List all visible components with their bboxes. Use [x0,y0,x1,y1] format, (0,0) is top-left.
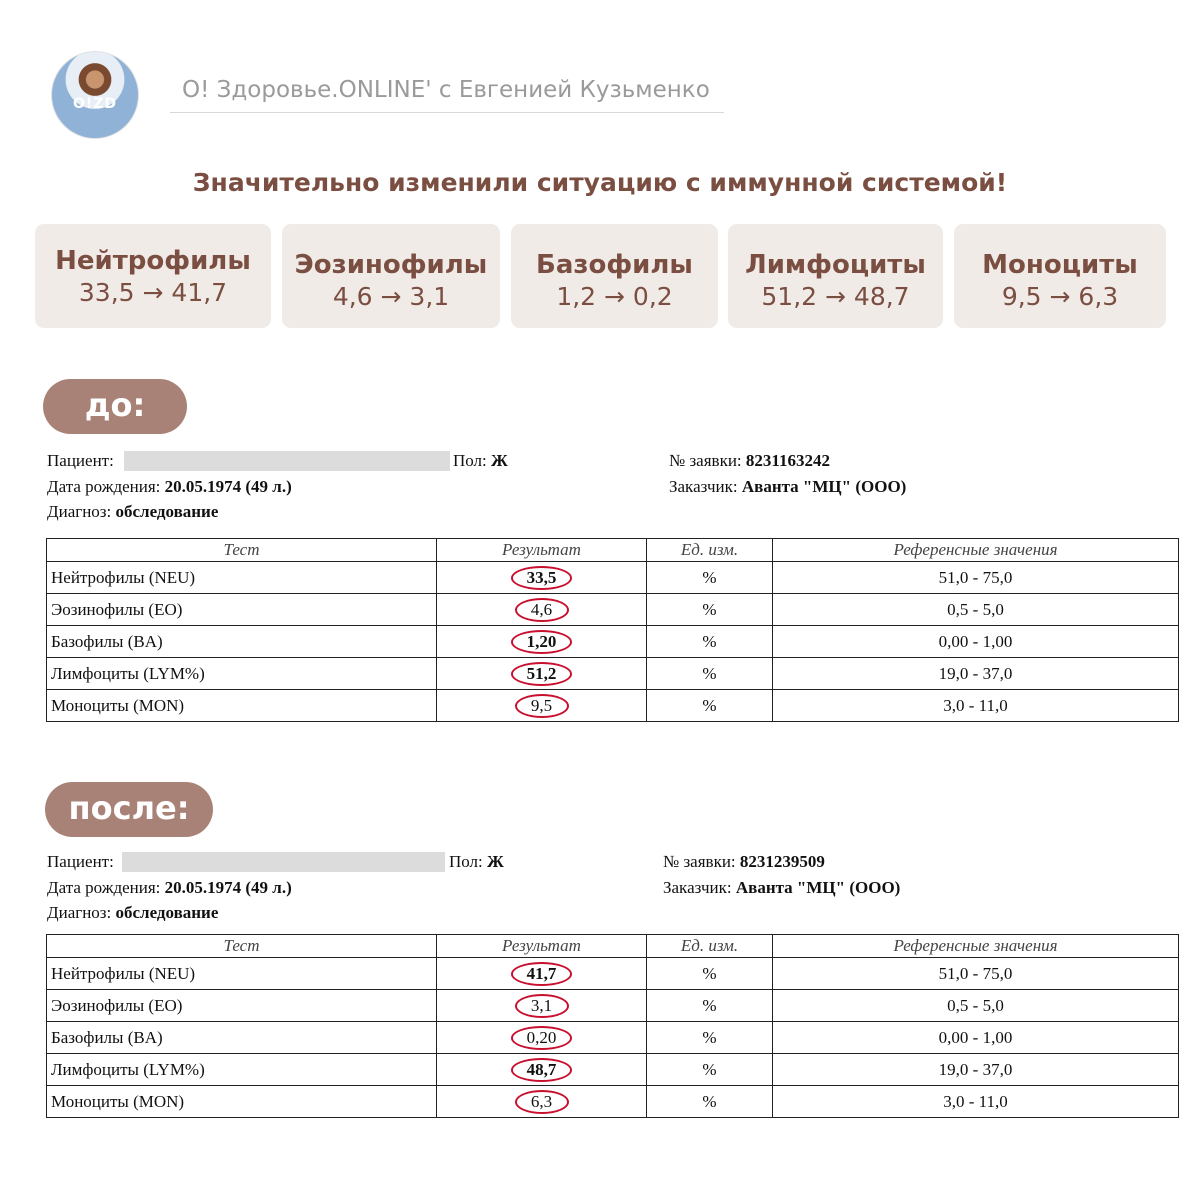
result-value: 1,20 [511,630,573,654]
channel-name: О! Здоровье.ONLINE' с Евгенией Кузьменко [182,77,710,103]
dob-value: 20.05.1974 (49 л.) [164,477,292,496]
reference-range: 51,0 - 75,0 [773,562,1179,594]
diagnosis-label: Диагноз: [47,502,112,521]
test-name: Эозинофилы (EO) [47,594,437,626]
card-neutrophils [35,224,271,328]
unit: % [647,1086,773,1118]
sex-label: Пол: [453,451,487,470]
unit: % [647,594,773,626]
table-row [47,658,1179,690]
reference-range: 0,5 - 5,0 [773,990,1179,1022]
card-title: Моноциты [982,250,1138,280]
card-value: 9,5 → 6,3 [1001,282,1119,311]
reference-range: 0,00 - 1,00 [773,1022,1179,1054]
table-header-row [47,539,1179,562]
diagnosis-label: Диагноз: [47,903,112,922]
customer-label: Заказчик: [663,878,732,897]
diagnosis-line [47,502,218,522]
column-header: Референсные значения [773,539,1179,562]
card-value: 1,2 → 0,2 [556,282,673,311]
test-name: Базофилы (BA) [47,626,437,658]
card-title: Лимфоциты [745,250,926,280]
card-value: 4,6 → 3,1 [332,282,450,311]
result-value: 48,7 [511,1058,573,1082]
diagnosis-line [47,903,218,923]
result-value: 51,2 [511,662,573,686]
redacted-name [122,852,445,872]
table-row [47,626,1179,658]
after-pill: после: [45,782,213,837]
test-name: Нейтрофилы (NEU) [47,958,437,990]
card-basophils [511,224,718,328]
sex-line [449,852,504,872]
dob-label: Дата рождения: [47,477,161,496]
result-value: 33,5 [511,566,573,590]
table-row [47,990,1179,1022]
result-value: 3,1 [515,994,569,1018]
avatar[interactable] [51,51,139,139]
table-row [47,594,1179,626]
dob-line [47,878,292,898]
order-label: № заявки: [663,852,736,871]
table-row [47,690,1179,722]
reference-range: 0,5 - 5,0 [773,594,1179,626]
column-header: Результат [437,539,647,562]
test-name: Моноциты (MON) [47,1086,437,1118]
sex-value: Ж [487,852,504,871]
patient-line [47,852,114,872]
card-value: 33,5 → 41,7 [78,278,228,307]
column-header: Референсные значения [773,935,1179,958]
table-row [47,1022,1179,1054]
customer-value: Аванта "МЦ" (ООО) [741,477,907,496]
dob-value: 20.05.1974 (49 л.) [164,878,292,897]
unit: % [647,958,773,990]
card-eosinophils [282,224,500,328]
order-line [669,451,830,471]
unit: % [647,990,773,1022]
result-value: 41,7 [511,962,573,986]
column-header: Тест [47,935,437,958]
table-row [47,1054,1179,1086]
order-value: 8231239509 [739,852,825,871]
unit: % [647,1022,773,1054]
unit: % [647,626,773,658]
sex-value: Ж [491,451,508,470]
customer-line [669,477,906,497]
reference-range: 0,00 - 1,00 [773,626,1179,658]
result-value: 4,6 [515,598,569,622]
card-title: Нейтрофилы [55,246,251,276]
reference-range: 51,0 - 75,0 [773,958,1179,990]
sex-line [453,451,508,471]
page-title: Значительно изменили ситуацию с иммунной системой! [192,168,1008,197]
customer-line [663,878,900,898]
reference-range: 3,0 - 11,0 [773,690,1179,722]
column-header: Ед. изм. [647,539,773,562]
result-value: 0,20 [511,1026,573,1050]
dob-line [47,477,292,497]
diagnosis-value: обследование [115,903,219,922]
order-value: 8231163242 [745,451,830,470]
test-name: Лимфоциты (LYM%) [47,658,437,690]
test-name: Эозинофилы (EO) [47,990,437,1022]
table-row [47,958,1179,990]
diagnosis-value: обследование [115,502,219,521]
customer-value: Аванта "МЦ" (ООО) [735,878,901,897]
reference-range: 3,0 - 11,0 [773,1086,1179,1118]
before-results-table [46,538,1179,722]
before-pill: до: [43,379,187,434]
sex-label: Пол: [449,852,483,871]
customer-label: Заказчик: [669,477,738,496]
redacted-name [124,451,450,471]
patient-label: Пациент: [47,852,114,871]
test-name: Моноциты (MON) [47,690,437,722]
test-name: Базофилы (BA) [47,1022,437,1054]
result-value: 6,3 [515,1090,569,1114]
table-row [47,562,1179,594]
reference-range: 19,0 - 37,0 [773,1054,1179,1086]
dob-label: Дата рождения: [47,878,161,897]
column-header: Результат [437,935,647,958]
avatar-logo: O!ZD [72,96,118,112]
order-label: № заявки: [669,451,742,470]
test-name: Нейтрофилы (NEU) [47,562,437,594]
test-name: Лимфоциты (LYM%) [47,1054,437,1086]
unit: % [647,1054,773,1086]
card-title: Эозинофилы [294,250,488,280]
column-header: Тест [47,539,437,562]
unit: % [647,562,773,594]
reference-range: 19,0 - 37,0 [773,658,1179,690]
unit: % [647,658,773,690]
patient-label: Пациент: [47,451,114,470]
order-line [663,852,825,872]
card-monocytes [954,224,1166,328]
table-header-row [47,935,1179,958]
after-results-table [46,934,1179,1118]
column-header: Ед. изм. [647,935,773,958]
table-row [47,1086,1179,1118]
result-value: 9,5 [515,694,569,718]
card-title: Базофилы [536,250,693,280]
channel-title-bar[interactable] [170,70,724,113]
card-value: 51,2 → 48,7 [761,282,910,311]
patient-line [47,451,114,471]
card-lymphocytes [728,224,943,328]
unit: % [647,690,773,722]
